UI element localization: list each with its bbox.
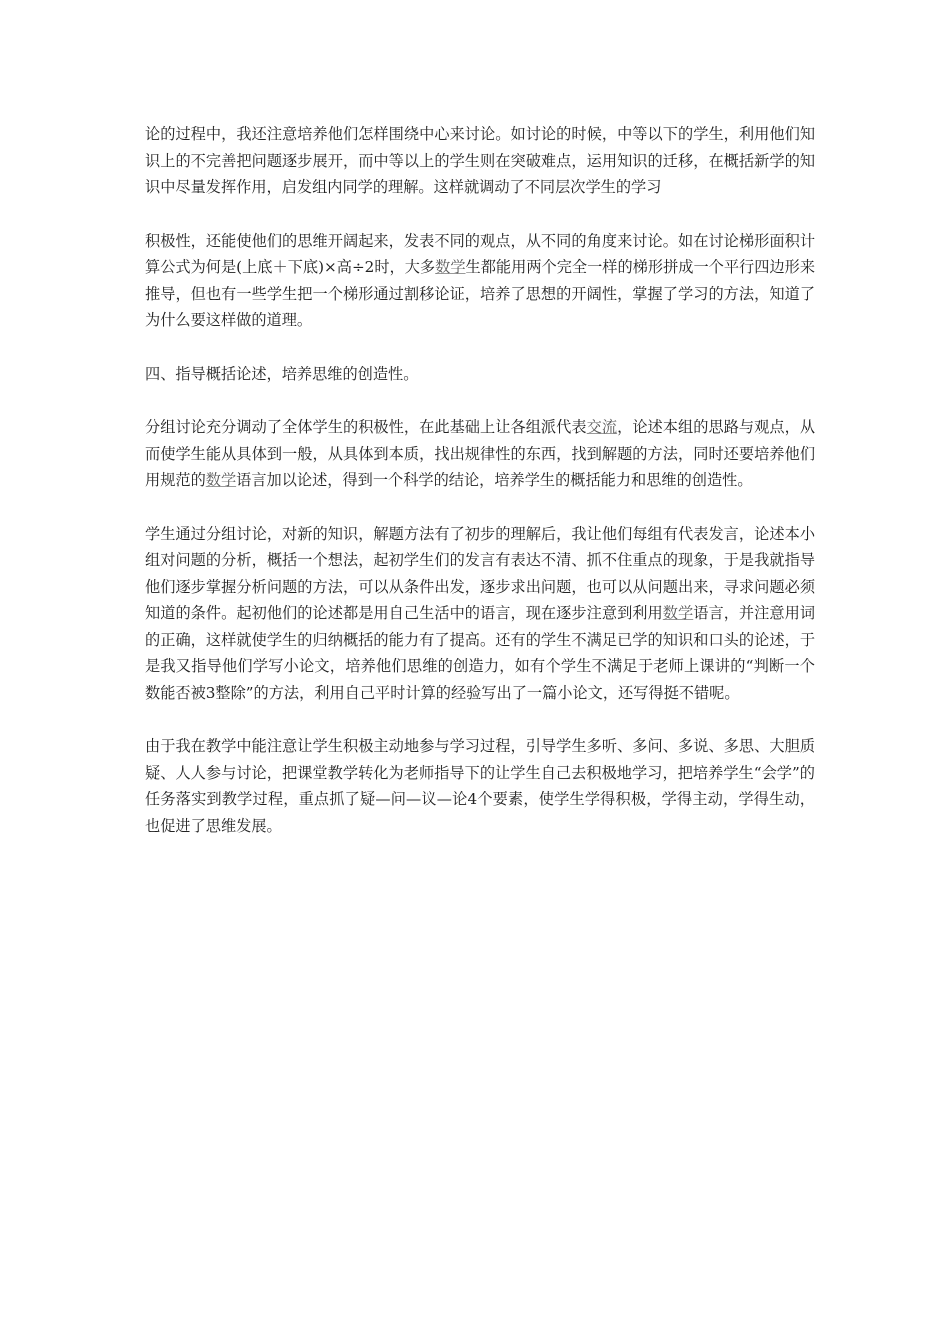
- paragraph-4-text-a: 分组讨论充分调动了全体学生的积极性，在此基础上让各组派代表: [145, 418, 587, 436]
- paragraph-4-text-b: ，论述本组的思路与观点，从而使学生能从具体到一般，从具体到本质，找出规律性的东西，找到解题的方法，同时还要培养他们用规范的: [145, 418, 816, 489]
- section-heading-text: 四、指导概括论述，培养思维的创造性。: [145, 364, 419, 383]
- link-math[interactable]: 数学: [205, 471, 237, 489]
- link-math[interactable]: 数学: [662, 604, 694, 622]
- document-body: [145, 121, 815, 866]
- paragraph-2: [145, 228, 815, 334]
- paragraph-5-text-b: 语言，并注意用词的正确，这样就使学生的归纳概括的能力有了提高。还有的学生不满足已学的知识和口头的论述，于是我又指导他们学写小论文，培养他们思维的创造力，如有个学生不满足于老师上课讲的“判断一个数能否被3整除”的方法，利用自己平时计算的经验写出了一篇小论文，还写得挺不错呢。: [145, 604, 816, 702]
- paragraph-6-text: 由于我在教学中能注意让学生积极主动地参与学习过程，引导学生多听、多问、多说、多思、大胆质疑、人人参与讨论，把课堂教学转化为老师指导下的让学生自己去积极地学习，把培养学生“会学”的任务落实到教学过程，重点抓了疑—问—议—论4个要素，使学生学得积极，学得主动，学得生动，也促进了思维发展。: [145, 737, 815, 835]
- paragraph-4-text-c: 语言加以论述，得到一个科学的结论，培养学生的概括能力和思维的创造性。: [236, 471, 753, 489]
- section-heading: [145, 361, 815, 388]
- paragraph-1: [145, 121, 815, 201]
- paragraph-5: [145, 521, 815, 707]
- link-math[interactable]: 数学: [435, 258, 466, 276]
- paragraph-2-text-b: 生都能用两个完全一样的梯形拼成一个平行四边形来推导，但也有一些学生把一个梯形通过割移论证，培养了思想的开阔性，掌握了学习的方法，知道了为什么要这样做的道理。: [145, 258, 816, 329]
- paragraph-6: [145, 733, 815, 839]
- link-exchange[interactable]: 交流: [586, 418, 618, 436]
- paragraph-5-text-a: 学生通过分组讨论，对新的知识，解题方法有了初步的理解后，我让他们每组有代表发言，论述本小组对问题的分析，概括一个想法，起初学生们的发言有表达不清、抓不住重点的现象，于是我就指导他们逐步掌握分析问题的方法，可以从条件出发，逐步求出问题，也可以从问题出来，寻求问题必须知道的条件。起初他们的论述都是用自己生活中的语言，现在逐步注意到利用: [145, 524, 815, 622]
- paragraph-1-text: 论的过程中，我还注意培养他们怎样围绕中心来讨论。如讨论的时候，中等以下的学生，利用他们知识上的不完善把问题逐步展开，而中等以上的学生则在突破难点，运用知识的迁移，在概括新学的知识中尽量发挥作用，启发组内同学的理解。这样就调动了不同层次学生的学习: [145, 125, 815, 196]
- paragraph-4: [145, 414, 815, 494]
- paragraph-2-text-a: 积极性，还能使他们的思维开阔起来，发表不同的观点，从不同的角度来讨论。如在讨论梯形面积计算公式为何是(上底＋下底)×高÷2时，大多: [145, 231, 815, 276]
